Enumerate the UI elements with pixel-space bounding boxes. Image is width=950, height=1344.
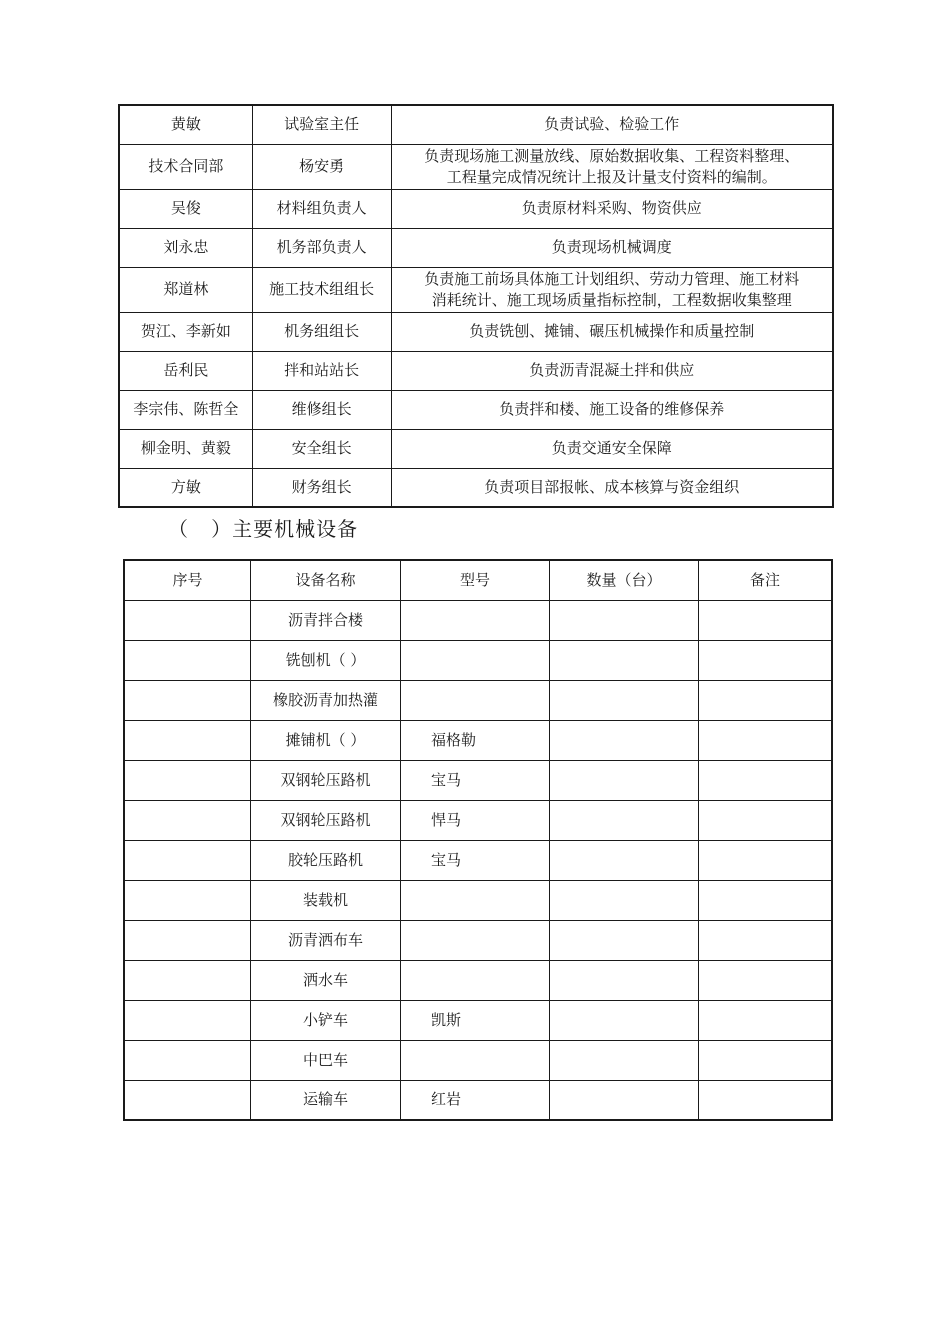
equipment-quantity-cell [550,600,699,640]
equipment-name-cell: 铣刨机（ ） [251,640,401,680]
staff-row [119,429,833,468]
staff-row [119,351,833,390]
staff-row [119,228,833,267]
equipment-quantity-cell [550,920,699,960]
equipment-note-cell [699,800,833,840]
staff-role-cell: 维修组长 [252,390,391,429]
equipment-model-cell [401,600,550,640]
equipment-row [124,680,832,720]
equipment-quantity-cell [550,880,699,920]
duty-line: 负责铣刨、摊铺、碾压机械操作和质量控制 [469,322,755,340]
staff-duty-cell [391,105,833,144]
equipment-note-cell [699,840,833,880]
equipment-model-cell [401,920,550,960]
staff-duty-cell [391,228,833,267]
equipment-seq-cell [124,960,251,1000]
equipment-seq-cell [124,600,251,640]
equipment-row [124,960,832,1000]
equipment-name-cell: 装载机 [251,880,401,920]
equipment-seq-cell [124,720,251,760]
staff-name-cell: 方敏 [119,468,252,507]
equipment-model-cell [401,880,550,920]
staff-duty-cell [391,390,833,429]
equipment-row [124,840,832,880]
duty-line: 工程量完成情况统计上报及计量支付资料的编制。 [446,167,777,186]
equipment-note-cell [699,600,833,640]
equipment-row [124,1080,832,1120]
equipment-note-cell [699,1000,833,1040]
staff-name-cell: 岳利民 [119,351,252,390]
header-seq: 序号 [124,560,251,600]
equipment-seq-cell [124,1000,251,1040]
staff-name-cell: 柳金明、黄毅 [119,429,252,468]
staff-role-cell: 机务组组长 [252,312,391,351]
equipment-model-cell [401,960,550,1000]
equipment-quantity-cell [550,800,699,840]
staff-role-cell: 试验室主任 [252,105,391,144]
equipment-seq-cell [124,680,251,720]
equipment-seq-cell [124,880,251,920]
equipment-note-cell [699,720,833,760]
equipment-model-cell: 悍马 [401,800,550,840]
equipment-row [124,920,832,960]
equipment-row [124,720,832,760]
staff-name-cell: 贺江、李新如 [119,312,252,351]
equipment-quantity-cell [550,680,699,720]
staff-responsibility-table [118,104,834,508]
staff-row [119,267,833,312]
equipment-row [124,1040,832,1080]
staff-role-cell: 安全组长 [252,429,391,468]
staff-table-body [119,105,833,507]
equipment-name-cell: 小铲车 [251,1000,401,1040]
equipment-model-cell [401,640,550,680]
staff-row [119,144,833,189]
equipment-table-body [124,560,832,1120]
equipment-row [124,760,832,800]
equipment-row [124,880,832,920]
equipment-note-cell [699,680,833,720]
equipment-quantity-cell [550,1080,699,1120]
equipment-model-cell: 宝马 [401,840,550,880]
staff-role-cell: 施工技术组组长 [252,267,391,312]
staff-role-cell: 财务组长 [252,468,391,507]
equipment-header-row [124,560,832,600]
duty-line: 负责施工前场具体施工计划组织、劳动力管理、施工材料 [424,269,800,288]
equipment-seq-cell [124,920,251,960]
equipment-model-cell [401,680,550,720]
duty-line: 负责原材料采购、物资供应 [521,199,702,217]
staff-duty-cell [391,468,833,507]
staff-role-cell: 材料组负责人 [252,189,391,228]
equipment-row [124,1000,832,1040]
equipment-quantity-cell [550,760,699,800]
equipment-seq-cell [124,840,251,880]
equipment-model-cell: 红岩 [401,1080,550,1120]
equipment-name-cell: 胶轮压路机 [251,840,401,880]
duty-line: 负责拌和楼、施工设备的维修保养 [499,400,725,418]
equipment-name-cell: 中巴车 [251,1040,401,1080]
equipment-name-cell: 沥青洒布车 [251,920,401,960]
equipment-model-cell: 宝马 [401,760,550,800]
equipment-seq-cell [124,800,251,840]
staff-row [119,312,833,351]
equipment-name-cell: 沥青拌合楼 [251,600,401,640]
equipment-quantity-cell [550,640,699,680]
duty-line: 负责项目部报帐、成本核算与资金组织 [484,477,740,496]
staff-name-cell: 郑道林 [119,267,252,312]
equipment-model-cell: 凯斯 [401,1000,550,1040]
header-model: 型号 [401,560,550,600]
staff-row [119,189,833,228]
equipment-note-cell [699,880,833,920]
equipment-name-cell: 洒水车 [251,960,401,1000]
equipment-note-cell [699,1040,833,1080]
equipment-name-cell: 双钢轮压路机 [251,760,401,800]
staff-role-cell: 机务部负责人 [252,228,391,267]
staff-duty-cell [391,312,833,351]
staff-name-cell: 黄敏 [119,105,252,144]
header-note: 备注 [699,560,833,600]
equipment-name-cell: 摊铺机（ ） [251,720,401,760]
equipment-seq-cell [124,760,251,800]
staff-name-cell: 李宗伟、陈哲全 [119,390,252,429]
equipment-quantity-cell [550,840,699,880]
staff-name-cell: 吴俊 [119,189,252,228]
staff-duty-cell [391,189,833,228]
staff-name-cell: 技术合同部 [119,144,252,189]
equipment-name-cell: 运输车 [251,1080,401,1120]
header-quantity: 数量（台） [550,560,699,600]
staff-row [119,105,833,144]
equipment-quantity-cell [550,720,699,760]
equipment-seq-cell [124,640,251,680]
equipment-row [124,600,832,640]
equipment-note-cell [699,920,833,960]
equipment-note-cell [699,960,833,1000]
equipment-seq-cell [124,1080,251,1120]
equipment-row [124,800,832,840]
equipment-note-cell [699,1080,833,1120]
equipment-quantity-cell [550,1040,699,1080]
duty-line: 消耗统计、施工现场质量指标控制，工程数据收集整理 [431,290,792,309]
equipment-name-cell: 双钢轮压路机 [251,800,401,840]
equipment-quantity-cell [550,1000,699,1040]
staff-duty-cell [391,429,833,468]
equipment-name-cell: 橡胶沥青加热灌 [251,680,401,720]
duty-line: 负责交通安全保障 [551,439,672,457]
equipment-seq-cell [124,1040,251,1080]
staff-duty-cell [391,144,833,189]
equipment-model-cell [401,1040,550,1080]
section-heading: （ ）主要机械设备 [168,517,359,541]
equipment-table [123,559,833,1121]
staff-role-cell: 杨安勇 [252,144,391,189]
equipment-row [124,640,832,680]
staff-role-cell: 拌和站站长 [252,351,391,390]
duty-line: 负责现场机械调度 [551,238,672,256]
equipment-note-cell [699,640,833,680]
equipment-quantity-cell [550,960,699,1000]
header-name: 设备名称 [251,560,401,600]
staff-name-cell: 刘永忠 [119,228,252,267]
equipment-model-cell: 福格勒 [401,720,550,760]
duty-line: 负责沥青混凝土拌和供应 [529,361,695,379]
equipment-note-cell [699,760,833,800]
duty-line: 负责试验、检验工作 [544,115,680,134]
staff-duty-cell [391,267,833,312]
staff-duty-cell [391,351,833,390]
staff-row [119,468,833,507]
staff-row [119,390,833,429]
duty-line: 负责现场施工测量放线、原始数据收集、工程资料整理、 [424,146,800,165]
